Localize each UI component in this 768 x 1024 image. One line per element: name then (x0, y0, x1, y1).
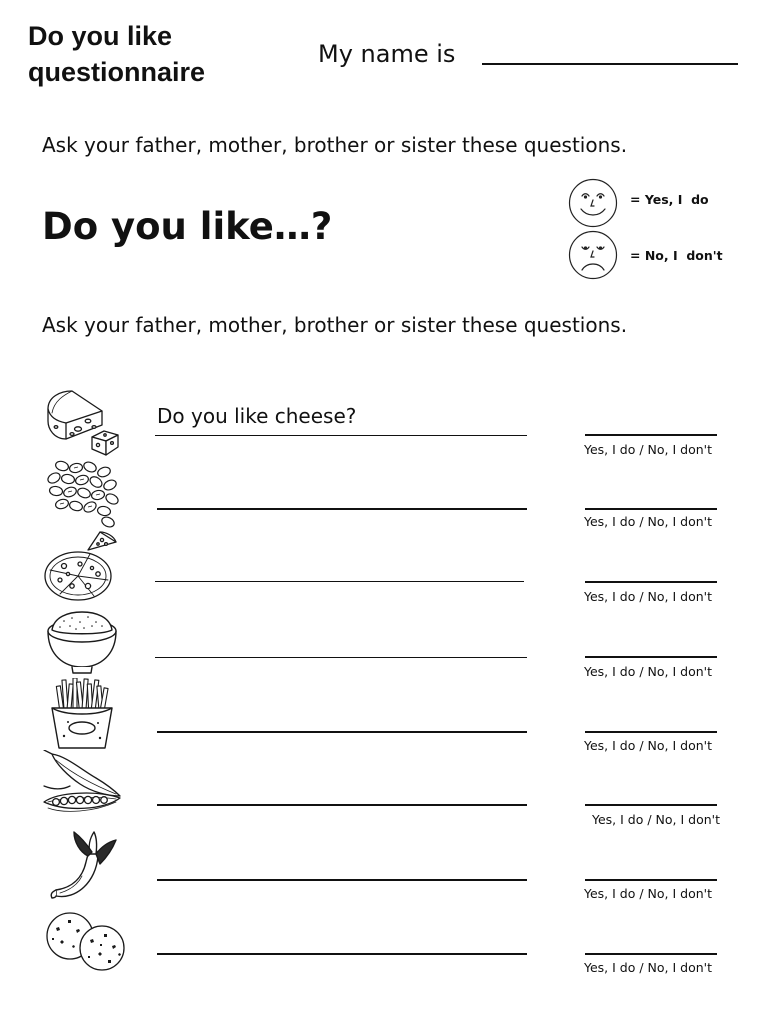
smiley-face-icon (567, 178, 619, 228)
rice-bowl-icon (42, 605, 124, 677)
question-row (0, 385, 768, 465)
sad-face-icon (567, 230, 619, 280)
pea-pods-icon (42, 750, 124, 822)
question-line (157, 953, 527, 955)
question-row (0, 830, 768, 910)
answer-line (585, 656, 717, 658)
answer-line (585, 879, 717, 881)
question-row (0, 678, 768, 758)
question-line (157, 804, 527, 806)
french-fries-icon (42, 678, 124, 750)
cookies-icon (42, 910, 128, 982)
question-line (157, 731, 527, 733)
answer-line (585, 804, 717, 806)
question-row (0, 605, 768, 685)
legend-yes-label: = Yes, I do (630, 192, 709, 207)
beans-icon (42, 458, 124, 530)
question-line (155, 435, 527, 436)
question-line (155, 581, 524, 582)
banana-icon (42, 830, 124, 902)
page-heading: Do you like…? (42, 205, 333, 248)
question-text: Do you like cheese? (157, 404, 357, 428)
instruction-text: Ask your father, mother, brother or sister these questions. (42, 313, 628, 337)
cheese-icon (42, 385, 124, 457)
answer-options: Yes, I do / No, I don't (592, 812, 720, 827)
answer-options: Yes, I do / No, I don't (584, 514, 712, 529)
worksheet-title (28, 18, 205, 90)
question-row (0, 530, 768, 610)
name-label: My name is (318, 40, 456, 68)
answer-line (585, 508, 717, 510)
legend-no-label: = No, I don't (630, 248, 723, 263)
answer-options: Yes, I do / No, I don't (584, 886, 712, 901)
answer-options: Yes, I do / No, I don't (584, 960, 712, 975)
pizza-icon (42, 530, 124, 602)
answer-line (585, 731, 717, 733)
question-row (0, 910, 768, 990)
answer-options: Yes, I do / No, I don't (584, 738, 712, 753)
title-line-2: questionnaire (28, 57, 206, 87)
answer-line (585, 581, 717, 583)
answer-line (585, 434, 717, 436)
answer-line (585, 953, 717, 955)
question-row (0, 750, 768, 830)
question-line (157, 508, 527, 510)
answer-options: Yes, I do / No, I don't (584, 664, 712, 679)
question-line (155, 657, 527, 658)
answer-options: Yes, I do / No, I don't (584, 589, 712, 604)
title-line-1: Do you like (28, 21, 173, 51)
instruction-text: Ask your father, mother, brother or sister these questions. (42, 133, 628, 157)
question-row (0, 458, 768, 538)
name-blank-line (482, 63, 738, 65)
question-line (157, 879, 527, 881)
answer-options: Yes, I do / No, I don't (584, 442, 712, 457)
